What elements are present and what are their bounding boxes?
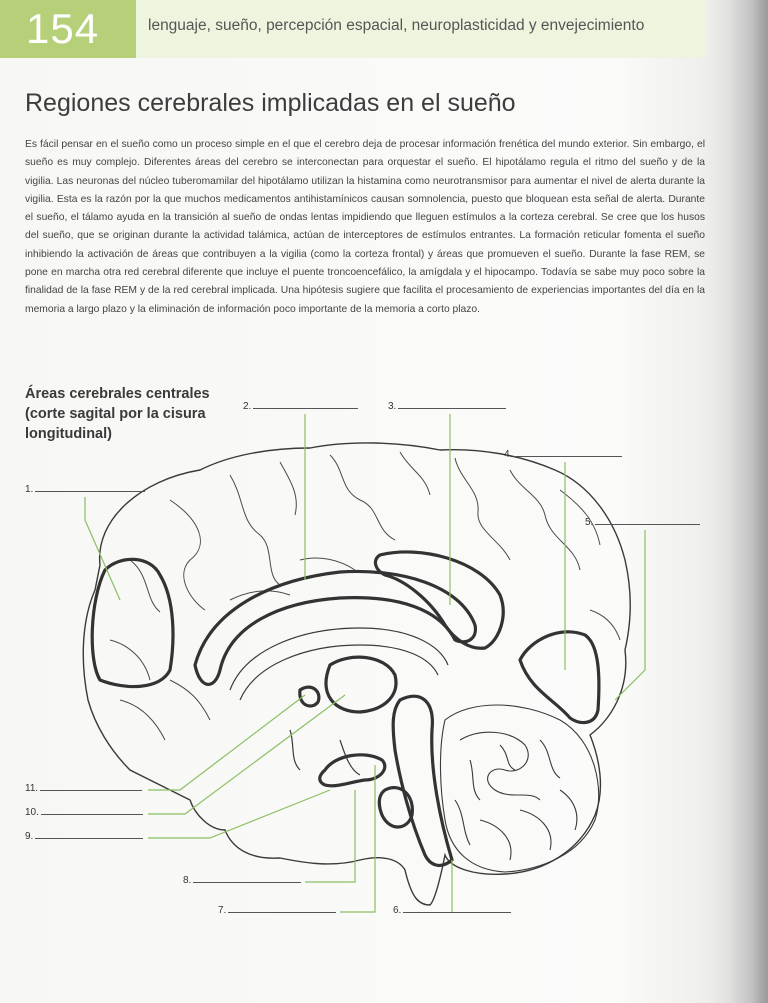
label-number: 5.	[585, 517, 594, 528]
label-3	[388, 401, 506, 412]
label-8	[183, 875, 301, 886]
label-number: 4.	[504, 449, 513, 460]
label-number: 6.	[393, 905, 402, 916]
label-number: 8.	[183, 875, 192, 886]
answer-blank[interactable]	[403, 911, 511, 913]
label-2	[243, 401, 358, 412]
answer-blank[interactable]	[253, 407, 358, 409]
answer-blank[interactable]	[40, 789, 142, 791]
answer-blank[interactable]	[41, 813, 143, 815]
label-number: 11.	[25, 783, 39, 794]
label-number: 9.	[25, 831, 34, 842]
brainstem-region	[393, 696, 452, 865]
label-number: 3.	[388, 401, 397, 412]
highlighted-regions	[92, 552, 599, 865]
article-body: Es fácil pensar en el sueño como un proceso simple en el que el cerebro deja de procesar información frenética del mundo exterior. Sin embargo, el sueño es muy complejo. Diferentes áreas del cerebro se interconectan para orquestar el sueño. El hipotálamo regula el ritmo del sueño y de la vigilia. Las neuronas del núcleo tuberomamilar del hipotálamo utilizan la histamina como neurotransmisor para aumentar el nivel de alerta durante la vigilia. Esta es la razón por la que muchos medicamentos antihistamínicos causan somnolencia, puesto que bloquean esta señal de alerta. Durante el sueño, el tálamo ayuda en la transición al sueño de ondas lentas impidiendo que lleguen estímulos a la corteza cerebral. Se cree que los husos del sueño, que se originan durante la actividad talámica, actúan de interceptores de estímulos entrantes. La formación reticular fomenta el sueño inhibiendo la activación de áreas que contribuyen a la vigilia (como la corteza frontal) y áreas que promueven el sueño. Durante la fase REM, se pone en marcha otra red cerebral diferente que incluye el puente troncoencefálico, la amígdala y el hipocampo. Todavía se sabe muy poco sobre la finalidad de la fase REM y de la red cerebral implicada. Una hipótesis sugiere que facilita el procesamiento de experiencias importantes del día en la memoria a largo plazo y la eliminación de información poco importante de la memoria a corto plazo.	[25, 139, 705, 315]
cerebellum	[440, 705, 598, 872]
label-10	[25, 807, 143, 818]
figure-title-line: longitudinal)	[25, 426, 112, 442]
figure-title-line: Áreas cerebrales centrales	[25, 386, 210, 402]
leader-line-8	[305, 790, 355, 882]
gyri-texture	[110, 452, 620, 740]
label-number: 7.	[218, 905, 227, 916]
answer-blank[interactable]	[398, 407, 506, 409]
label-number: 10.	[25, 807, 39, 818]
label-number: 2.	[243, 401, 252, 412]
thalamus-region	[326, 657, 396, 712]
answer-blank[interactable]	[35, 490, 145, 492]
label-9	[25, 831, 143, 842]
answer-blank[interactable]	[595, 523, 700, 525]
leader-lines	[85, 414, 645, 912]
page-number: 154	[26, 5, 100, 52]
label-4	[504, 449, 622, 460]
label-number: 1.	[25, 484, 34, 495]
label-5	[585, 517, 700, 528]
label-1	[25, 484, 145, 495]
prefrontal-region	[92, 559, 173, 686]
article-title: Regiones cerebrales implicadas en el sueño	[25, 89, 516, 117]
inner-structures	[230, 628, 448, 775]
running-head: lenguaje, sueño, percepción espacial, neuroplasticidad y envejecimiento	[148, 17, 645, 34]
figure-title-line: (corte sagital por la cisura	[25, 406, 206, 422]
label-11	[25, 783, 142, 794]
answer-blank[interactable]	[228, 911, 336, 913]
leader-line-1	[85, 497, 120, 600]
leader-line-7	[340, 765, 375, 912]
answer-blank[interactable]	[193, 881, 301, 883]
answer-blank[interactable]	[514, 455, 622, 457]
brain-outline	[83, 443, 630, 905]
label-6	[393, 905, 511, 916]
label-7	[218, 905, 336, 916]
answer-blank[interactable]	[35, 837, 143, 839]
